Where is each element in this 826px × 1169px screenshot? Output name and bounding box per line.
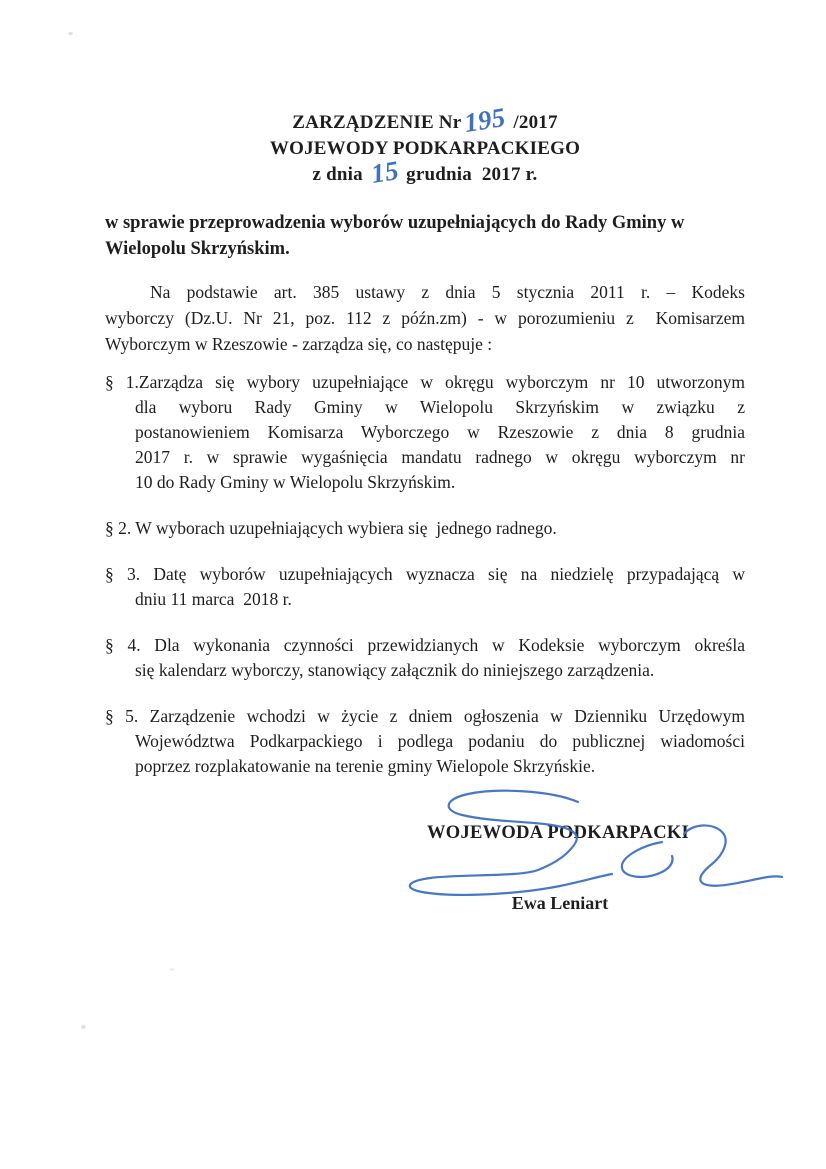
text-line: w sprawie przeprowadzenia wyborów uzupełniających do Rady Gminy w xyxy=(105,213,685,233)
section-paragraph xyxy=(105,633,745,683)
text-line: dniu 11 marca 2018 r. xyxy=(135,589,292,609)
text-line: 2017 r. w sprawie wygaśnięcia mandatu radnego w okręgu wyborczym nr xyxy=(135,447,745,467)
text-line: Wielopolu Skrzyńskim. xyxy=(105,239,290,259)
section-paragraph xyxy=(105,516,745,541)
heading-line-3 xyxy=(105,155,745,189)
date-suffix: grudnia 2017 r. xyxy=(401,164,538,185)
signature-ink xyxy=(400,782,800,902)
text-line: Wyborczym w Rzeszowie - zarządza się, co następuje : xyxy=(105,334,493,354)
text-line: się kalendarz wyborczy, stanowiący załącznik do niniejszego zarządzenia. xyxy=(135,660,655,680)
text-line: postanowieniem Komisarza Wyborczego w Rzeszowie z dnia 8 grudnia xyxy=(135,422,745,442)
text-line: poprzez rozplakatowanie na terenie gminy Wielopole Skrzyńskie. xyxy=(135,756,596,776)
handwritten-day-number: 15 xyxy=(368,155,401,189)
text-line: Województwa Podkarpackiego i podlega podaniu do publicznej wiadomości xyxy=(135,731,745,751)
heading-line-2: WOJEWODY PODKARPACKIEGO xyxy=(269,138,581,159)
handwritten-ordinance-number: 195 xyxy=(462,101,508,139)
ordinance-title-prefix: ZARZĄDZENIE Nr xyxy=(292,112,462,133)
signatory-role: WOJEWODA PODKARPACKI xyxy=(426,823,690,843)
document-body xyxy=(105,101,745,779)
scan-speck xyxy=(81,1025,86,1029)
text-line: § 4. Dla wykonania czynności przewidzianych w Kodeksie wyborczym określa xyxy=(105,635,745,655)
text-line: § 2. W wyborach uzupełniających wybiera się jednego radnego. xyxy=(105,518,557,538)
text-line: 10 do Rady Gminy w Wielopolu Skrzyńskim. xyxy=(135,472,456,492)
subject-paragraph xyxy=(105,210,745,262)
scan-speck xyxy=(68,32,73,35)
section-paragraph xyxy=(105,704,745,779)
section-paragraph xyxy=(105,370,745,495)
text-line: dla wyboru Rady Gminy w Wielopolu Skrzyńskim w związku z xyxy=(135,397,745,417)
text-line: Na podstawie art. 385 ustawy z dnia 5 stycznia 2011 r. – Kodeks xyxy=(150,282,745,302)
text-line: § 5. Zarządzenie wchodzi w życie z dniem ogłoszenia w Dzienniku Urzędowym xyxy=(105,706,745,726)
scan-speck xyxy=(170,968,174,971)
section-paragraph xyxy=(105,562,745,612)
text-line: wyborczy (Dz.U. Nr 21, poz. 112 z późn.zm) - w porozumieniu z Komisarzem xyxy=(105,308,745,328)
date-prefix: z dnia xyxy=(312,164,368,185)
signatory-name: Ewa Leniart xyxy=(511,893,609,913)
text-line: § 3. Datę wyborów uzupełniających wyznacza się na niedzielę przypadającą w xyxy=(105,564,745,584)
preamble-paragraph xyxy=(105,279,745,357)
heading-line-1 xyxy=(105,101,745,139)
document-heading xyxy=(105,101,745,189)
text-line: § 1.Zarządza się wybory uzupełniające w okręgu wyborczym nr 10 utworzonym xyxy=(105,372,745,392)
sections xyxy=(105,370,745,779)
ordinance-title-suffix: /2017 xyxy=(508,112,558,133)
